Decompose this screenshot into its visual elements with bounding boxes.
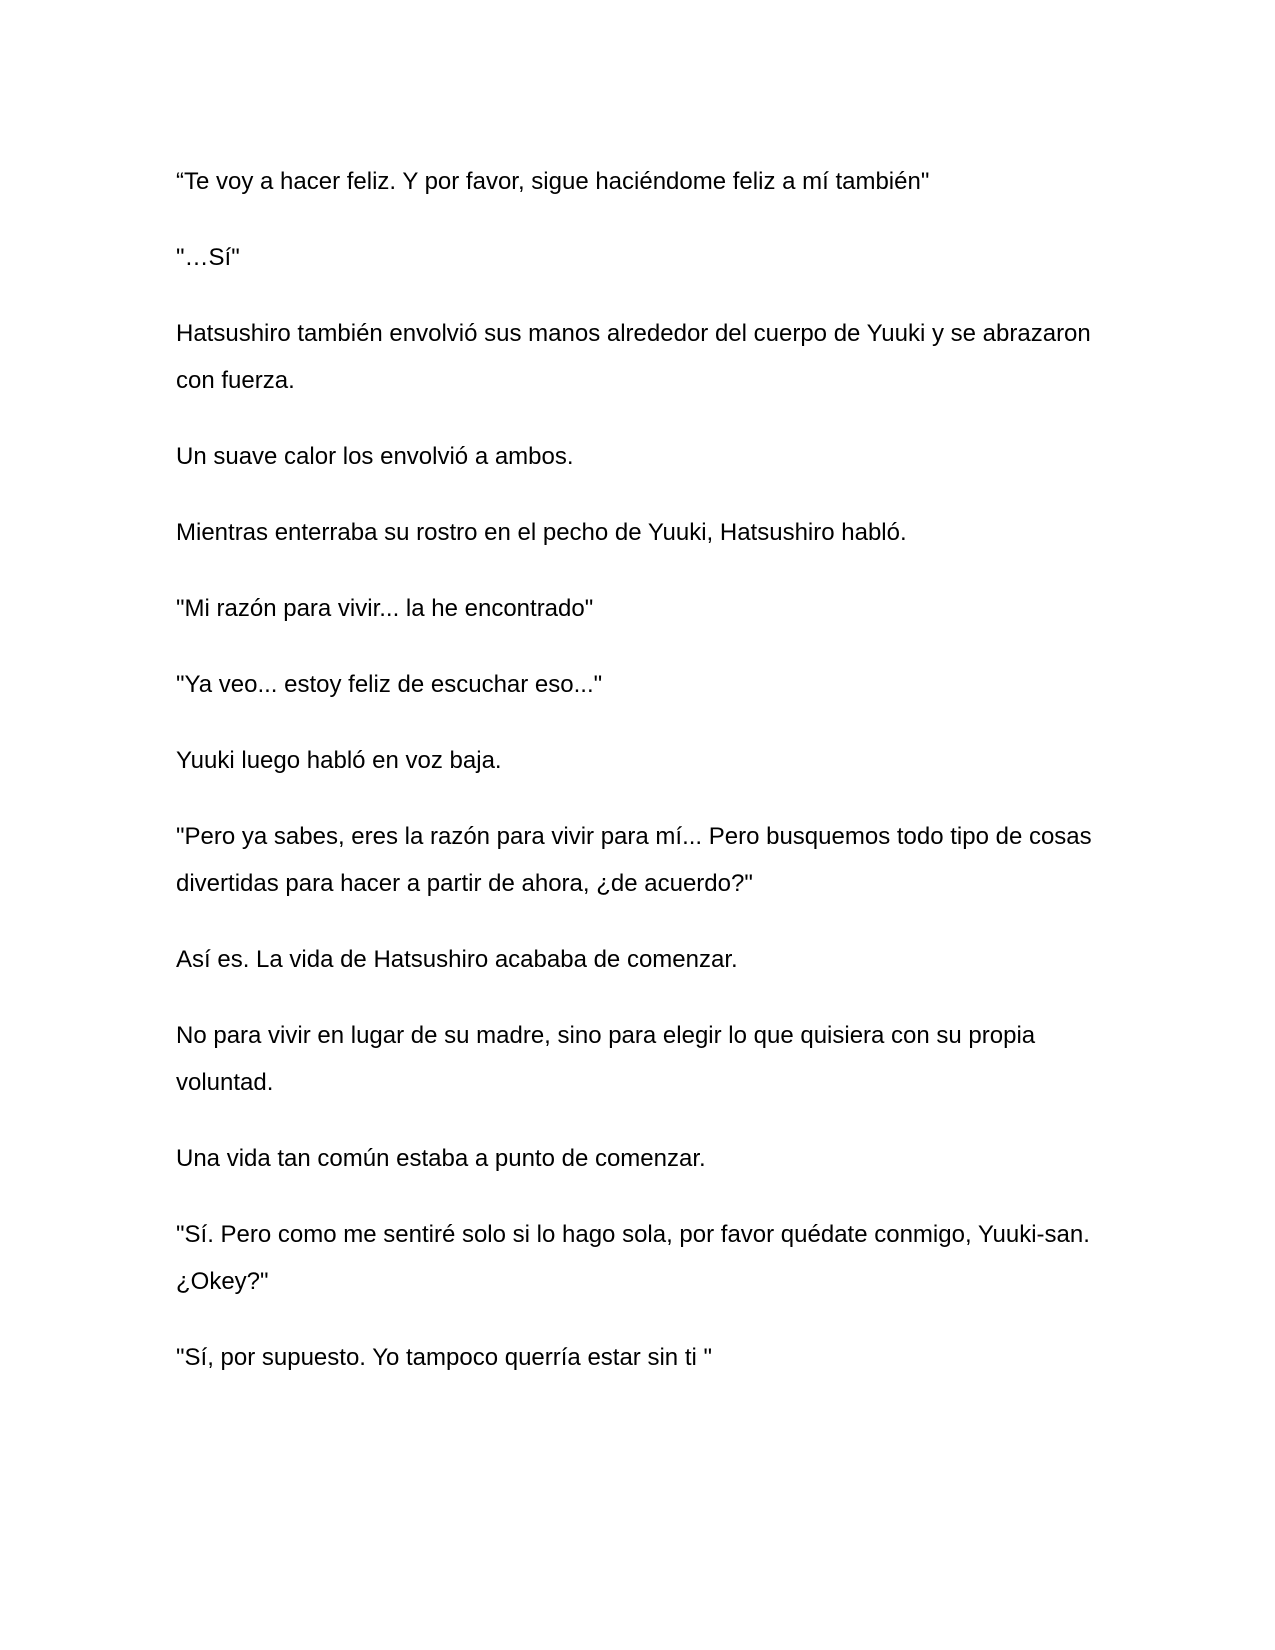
paragraph: "Ya veo... estoy feliz de escuchar eso..." <box>176 671 603 698</box>
paragraph: Hatsushiro también envolvió sus manos alrededor del cuerpo de Yuuki y se abrazaron con fuerza. <box>176 320 1091 394</box>
document-body <box>176 158 1096 1410</box>
paragraph: "Sí, por supuesto. Yo tampoco querría estar sin ti " <box>176 1344 713 1371</box>
paragraph: Una vida tan común estaba a punto de comenzar. <box>176 1145 706 1172</box>
paragraph: "Pero ya sabes, eres la razón para vivir para mí... Pero busquemos todo tipo de cosas divertidas para hacer a partir de ahora, ¿de acuerdo?" <box>176 823 1092 897</box>
paragraph: Así es. La vida de Hatsushiro acababa de comenzar. <box>176 946 738 973</box>
paragraph: Yuuki luego habló en voz baja. <box>176 747 502 774</box>
paragraph: "…Sí" <box>176 244 240 271</box>
paragraph: "Sí. Pero como me sentiré solo si lo hago sola, por favor quédate conmigo, Yuuki-san. ¿Okey?" <box>176 1221 1090 1295</box>
paragraph: Mientras enterraba su rostro en el pecho de Yuuki, Hatsushiro habló. <box>176 519 907 546</box>
paragraph: “Te voy a hacer feliz. Y por favor, sigue haciéndome feliz a mí también" <box>176 168 930 195</box>
paragraph: Un suave calor los envolvió a ambos. <box>176 443 574 470</box>
paragraph: No para vivir en lugar de su madre, sino para elegir lo que quisiera con su propia voluntad. <box>176 1022 1036 1096</box>
paragraph: "Mi razón para vivir... la he encontrado" <box>176 595 594 622</box>
